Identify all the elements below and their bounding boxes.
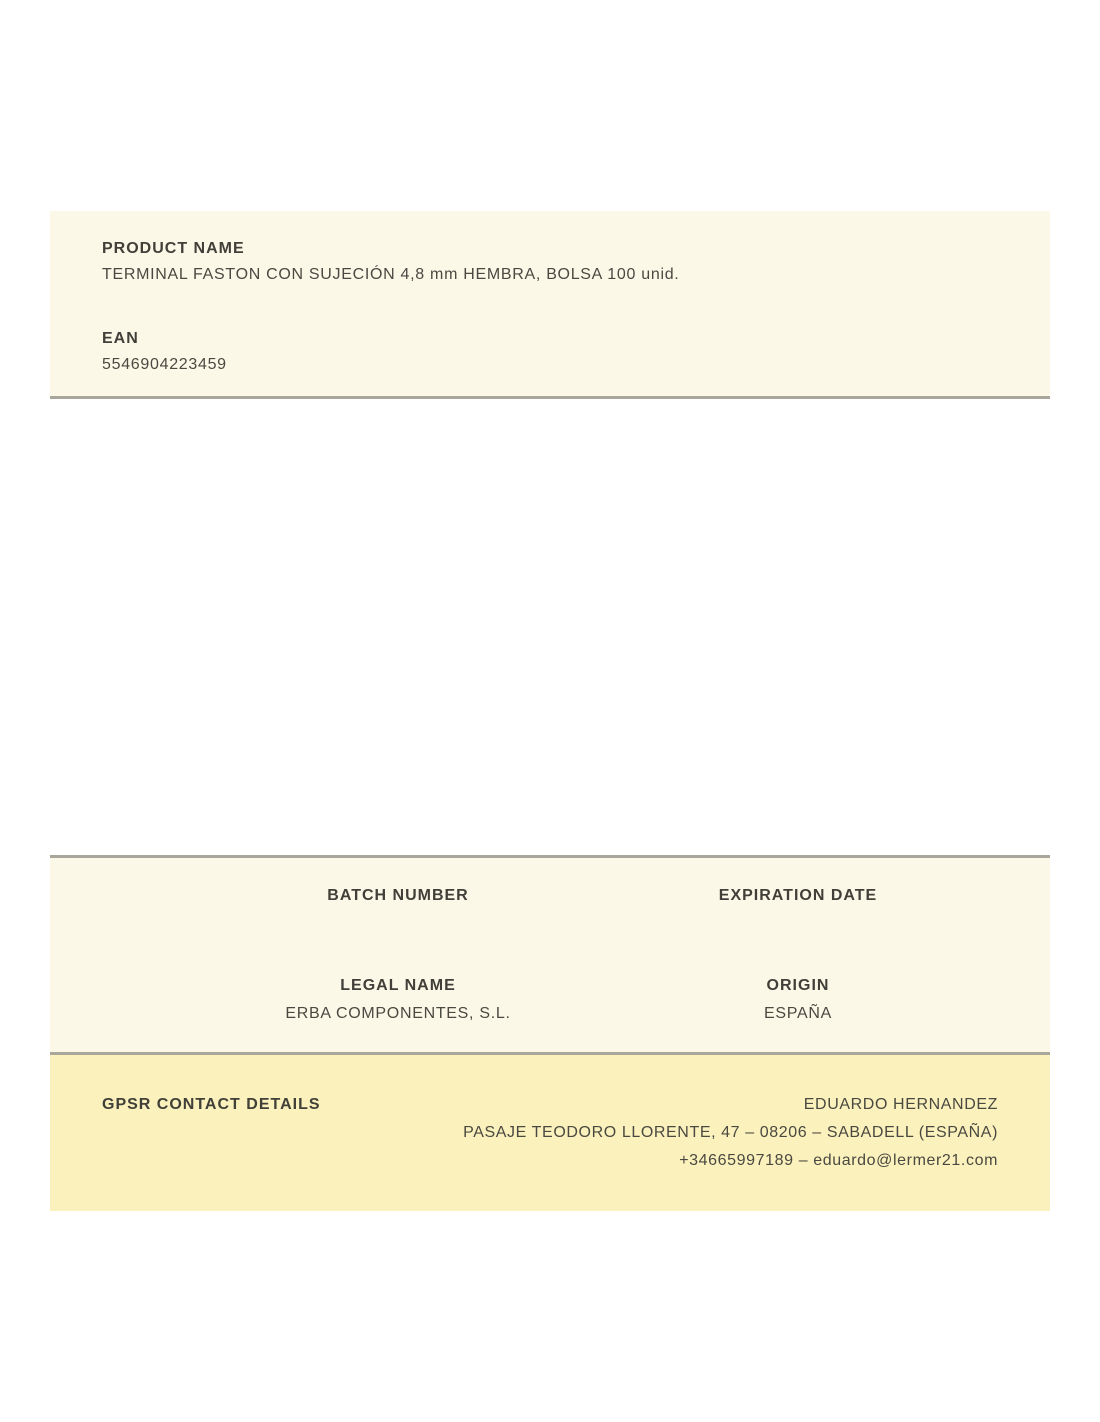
origin-value: ESPAÑA bbox=[764, 1005, 832, 1022]
ean-field bbox=[102, 330, 1010, 373]
expiration-date-column bbox=[598, 887, 998, 904]
gpsr-contact-block bbox=[463, 1096, 998, 1180]
gpsr-contact-details-label: GPSR CONTACT DETAILS bbox=[102, 1096, 321, 1113]
batch-number-column bbox=[198, 887, 598, 904]
batch-expiration-row bbox=[198, 887, 1050, 904]
expiration-date-label: EXPIRATION DATE bbox=[718, 887, 878, 904]
gpsr-contact-phone-email: +34665997189 – eduardo@lermer21.com bbox=[679, 1152, 998, 1169]
legal-name-value: ERBA COMPONENTES, S.L. bbox=[285, 1005, 511, 1022]
batch-number-label: BATCH NUMBER bbox=[327, 887, 469, 904]
product-name-label: PRODUCT NAME bbox=[102, 240, 245, 257]
product-name-field bbox=[102, 240, 1010, 283]
legal-origin-row bbox=[198, 977, 1050, 1022]
origin-column bbox=[598, 977, 998, 1022]
gpsr-contact-section bbox=[50, 1055, 1050, 1211]
ean-label: EAN bbox=[102, 330, 139, 347]
origin-label: ORIGIN bbox=[766, 977, 830, 994]
gpsr-contact-address: PASAJE TEODORO LLORENTE, 47 – 08206 – SABADELL (ESPAÑA) bbox=[463, 1124, 998, 1141]
gpsr-contact-name: EDUARDO HERNANDEZ bbox=[803, 1096, 998, 1113]
product-name-value: TERMINAL FASTON CON SUJECIÓN 4,8 mm HEMBRA, BOLSA 100 unid. bbox=[102, 266, 680, 283]
product-info-section bbox=[50, 211, 1050, 399]
legal-name-column bbox=[198, 977, 598, 1022]
batch-origin-section bbox=[50, 855, 1050, 1055]
ean-value: 5546904223459 bbox=[102, 356, 227, 373]
legal-name-label: LEGAL NAME bbox=[340, 977, 456, 994]
